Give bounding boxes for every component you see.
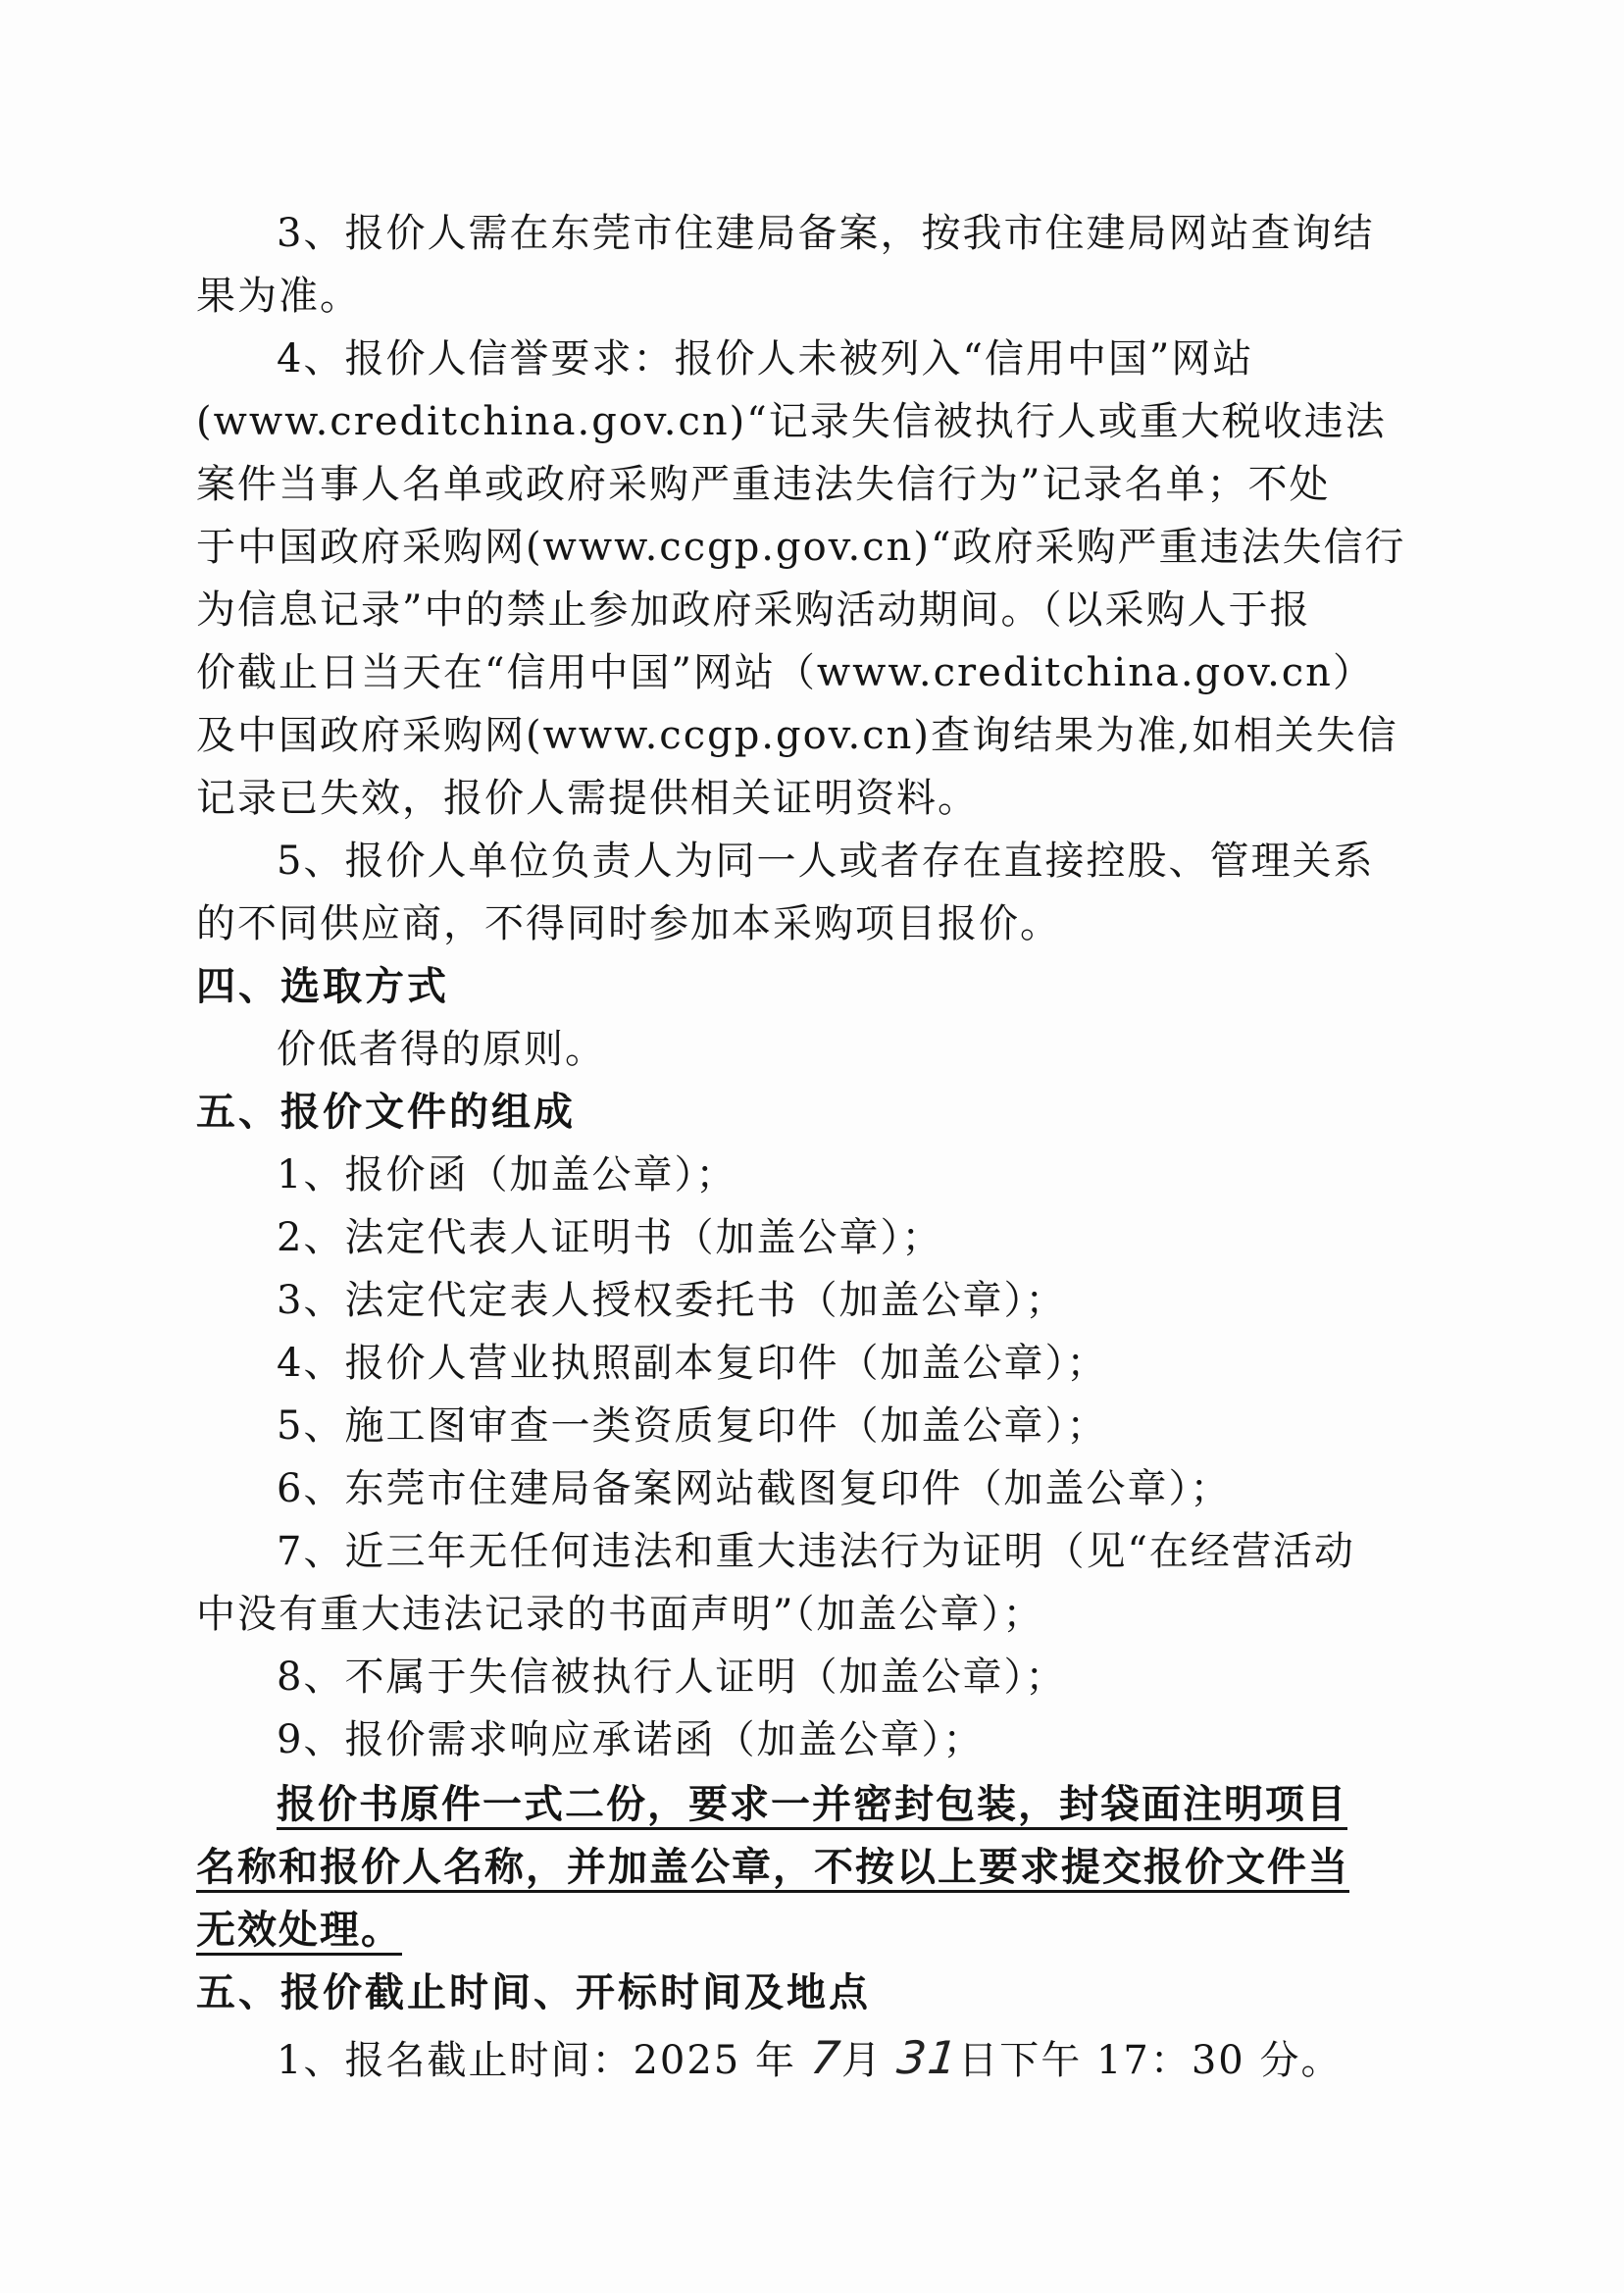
paragraph-4-line-6: 价截止日当天在“信用中国”网站（www.creditchina.gov.cn） bbox=[196, 650, 1374, 695]
section-heading-documents: 五、报价文件的组成 bbox=[196, 1090, 576, 1135]
paragraph-5-line-1: 5、报价人单位负责人为同一人或者存在直接控股、管理关系 bbox=[277, 839, 1375, 884]
section-heading-selection: 四、选取方式 bbox=[196, 964, 449, 1009]
paragraph-4-line-3: 案件当事人名单或政府采购严重违法失信行为”记录名单；不处 bbox=[196, 462, 1331, 507]
doc-item-7-line-1: 7、近三年无任何违法和重大违法行为证明（见“在经营活动 bbox=[277, 1529, 1355, 1574]
notice-underlined-line-2: 名称和报价人名称，并加盖公章，不按以上要求提交报价文件当 bbox=[196, 1844, 1349, 1890]
doc-item-9: 9、报价需求响应承诺函（加盖公章）； bbox=[277, 1717, 985, 1762]
deadline-prefix: 1、报名截止时间：2025 年 bbox=[277, 2038, 796, 2083]
paragraph-4-line-1: 4、报价人信誉要求：报价人未被列入“信用中国”网站 bbox=[277, 336, 1254, 382]
section-heading-deadline: 五、报价截止时间、开标时间及地点 bbox=[196, 1970, 871, 2015]
month-unit: 月 bbox=[840, 2038, 883, 2083]
paragraph-4-line-5: 为信息记录”中的禁止参加政府采购活动期间。（以采购人于报 bbox=[196, 587, 1311, 633]
paragraph-4-line-8: 记录已失效，报价人需提供相关证明资料。 bbox=[196, 776, 979, 821]
handwritten-month: 7 bbox=[807, 2031, 844, 2084]
paragraph-3-line-1: 3、报价人需在东莞市住建局备案，按我市住建局网站查询结 bbox=[277, 211, 1375, 256]
paragraph-5-line-2: 的不同供应商，不得同时参加本采购项目报价。 bbox=[196, 901, 1061, 946]
doc-item-3: 3、法定代定表人授权委托书（加盖公章）； bbox=[277, 1278, 1067, 1323]
handwritten-day: 31 bbox=[893, 2031, 962, 2084]
doc-item-1: 1、报价函（加盖公章）； bbox=[277, 1152, 737, 1197]
doc-item-4: 4、报价人营业执照副本复印件（加盖公章）； bbox=[277, 1341, 1108, 1386]
paragraph-4-line-4: 于中国政府采购网(www.ccgp.gov.cn)“政府采购严重违法失信行 bbox=[196, 525, 1406, 570]
doc-item-7-line-2: 中没有重大违法记录的书面声明”（加盖公章）； bbox=[196, 1592, 1044, 1637]
deadline-line bbox=[277, 2030, 1342, 2088]
doc-item-6: 6、东莞市住建局备案网站截图复印件（加盖公章）； bbox=[277, 1466, 1232, 1511]
doc-item-2: 2、法定代表人证明书（加盖公章）； bbox=[277, 1215, 943, 1260]
notice-underlined-line-3: 无效处理。 bbox=[196, 1907, 402, 1953]
doc-item-8: 8、不属于失信被执行人证明（加盖公章）； bbox=[277, 1655, 1067, 1700]
selection-text: 价低者得的原则。 bbox=[277, 1027, 606, 1072]
paragraph-3-line-2: 果为准。 bbox=[196, 274, 361, 319]
paragraph-4-line-7: 及中国政府采购网(www.ccgp.gov.cn)查询结果为准,如相关失信 bbox=[196, 713, 1398, 758]
notice-underlined-line-1: 报价书原件一式二份，要求一并密封包装，封袋面注明项目 bbox=[277, 1781, 1347, 1827]
paragraph-4-line-2: (www.creditchina.gov.cn)“记录失信被执行人或重大税收违法 bbox=[196, 399, 1387, 444]
doc-item-5: 5、施工图审查一类资质复印件（加盖公章）； bbox=[277, 1403, 1108, 1449]
deadline-suffix: 日下午 17：30 分。 bbox=[958, 2038, 1343, 2083]
